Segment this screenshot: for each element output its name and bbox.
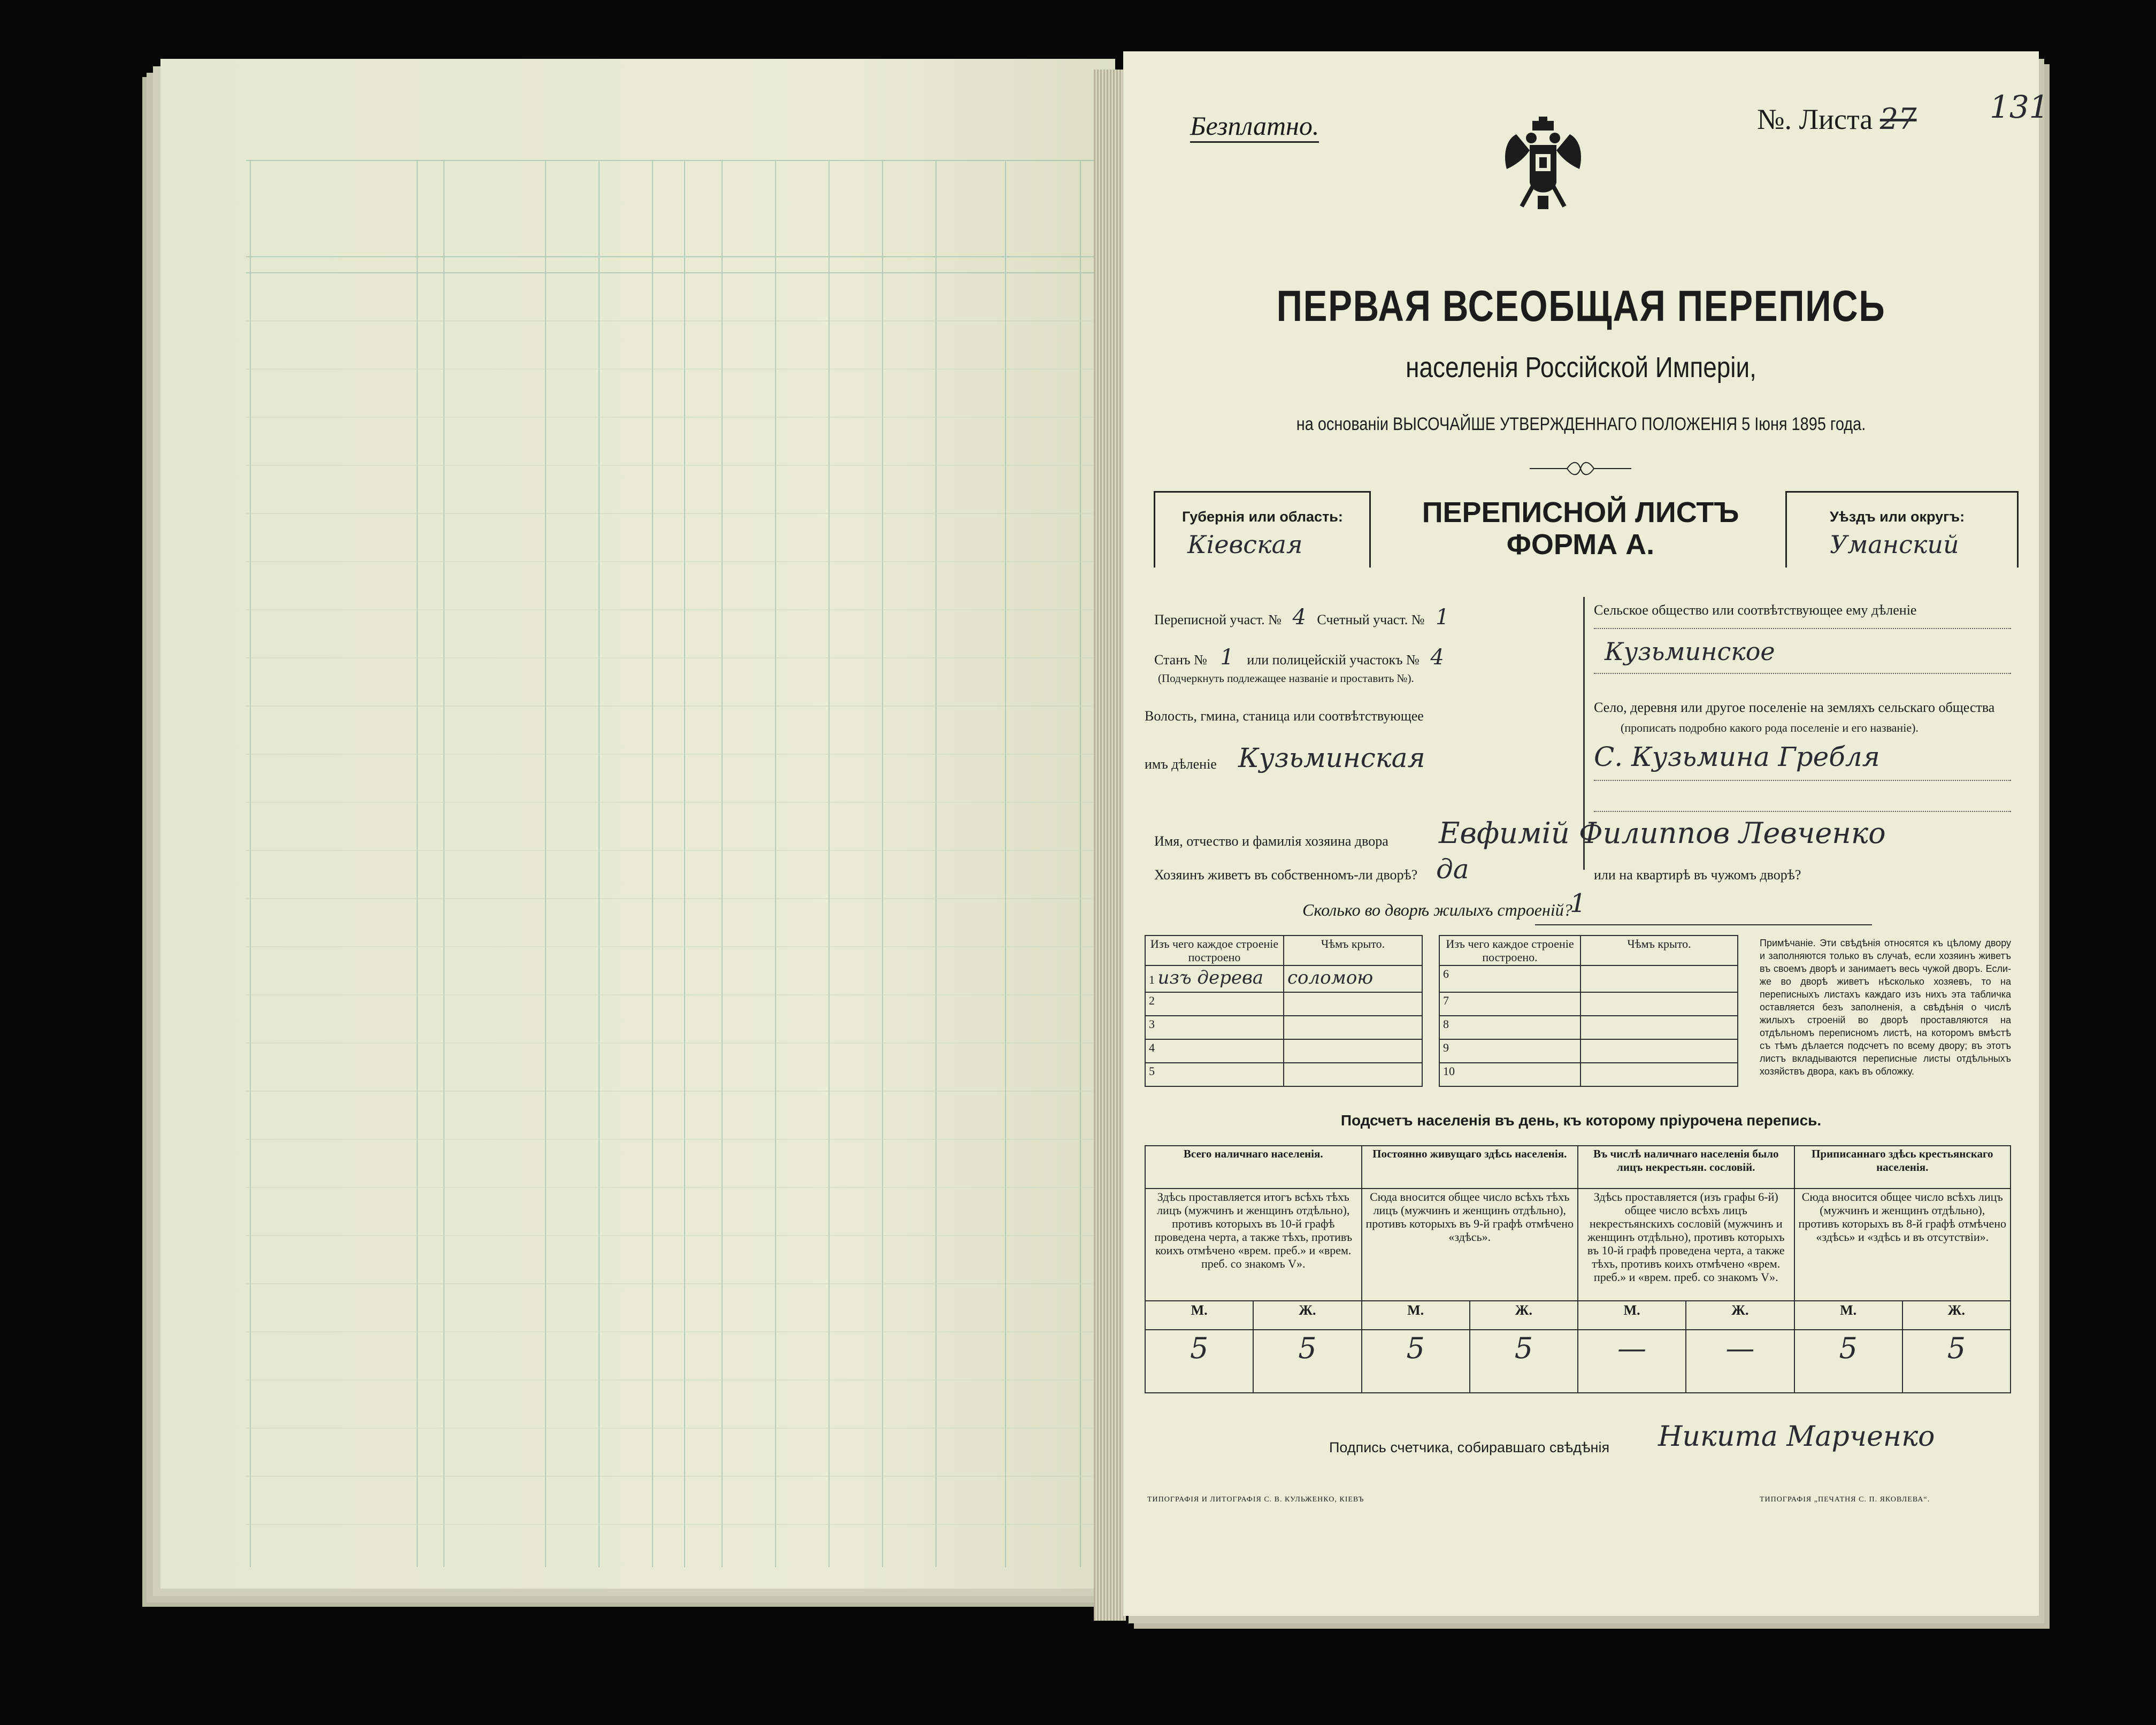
corner-page-number: 131	[1990, 89, 2049, 125]
page-stack-edges	[1094, 70, 1126, 1621]
sex-label: М.	[1794, 1301, 1902, 1330]
census-subtitle: населенія Россійской Имперіи,	[1406, 351, 1756, 384]
ornament-divider	[1530, 461, 1631, 477]
pop-desc-non-peasant: Здѣсь проставляется (изъ графы 6-й) общее число всѣхъ лицъ некрестьянскихъ сословій (мужчинъ и женщинъ отдѣльно), противъ которыхъ въ 10-й графѣ проведена черта, а также тѣхъ, противъ коихъ отмѣчено «врем. преб.» и «врем. преб. со знакомъ V».	[1578, 1189, 1794, 1301]
pop-value: 5	[1253, 1330, 1361, 1393]
sheet-number-label: №. Листа 27	[1757, 102, 1917, 136]
pop-header-peasant: Приписаннаго здѣсь крестьянскаго населенія.	[1794, 1146, 2011, 1189]
sex-label: М.	[1145, 1301, 1253, 1330]
building-row-number: 6	[1439, 965, 1580, 992]
row1-roof-value: соломою	[1287, 967, 1374, 988]
buildings-table-left: Изъ чего каждое строеніе построено Чѣмъ крыто. 1 изъ дерева соломою 2 3 4 5	[1145, 935, 1423, 1087]
pop-header-total: Всего наличнаго населенія.	[1145, 1146, 1362, 1189]
pop-value: 5	[1145, 1330, 1253, 1393]
pop-value: —	[1686, 1330, 1794, 1393]
buildings-table-right	[1439, 935, 1738, 1087]
selskoe-rule-2	[1594, 673, 2011, 674]
selo-note: (прописать подробно какого рода поселеніе и его названіе).	[1621, 721, 1919, 734]
sex-label: Ж.	[1470, 1301, 1578, 1330]
buildings-rule	[1535, 924, 1872, 925]
sex-label: М.	[1578, 1301, 1686, 1330]
selo-rule	[1594, 780, 2011, 781]
sheet-number-struck: 27	[1879, 102, 1917, 136]
signature-label: Подпись счетчика, собиравшаго свѣдѣнія	[1329, 1439, 1610, 1455]
printer-left: ТИПОГРАФІЯ И ЛИТОГРАФІЯ С. В. КУЛЬЖЕНКО, КІЕВЪ	[1147, 1496, 1364, 1504]
form-title-line2: ФОРМА А.	[1506, 528, 1655, 561]
building-row-number: 7	[1439, 992, 1580, 1016]
uchastok-row: Переписной участ. № 4 Счетный участ. № 1	[1154, 605, 1457, 630]
selskoe-label: Сельское общество или соотвѣтствующее ему дѣленіе	[1594, 602, 1917, 618]
buildings-value: 1	[1570, 888, 1586, 918]
selo-rule-2	[1594, 811, 2011, 812]
stan-value: 1	[1220, 645, 1234, 670]
selskoe-value: Кузьминское	[1605, 637, 1775, 666]
uezd-box	[1785, 491, 2019, 568]
uchastok-value: 4	[1292, 605, 1306, 630]
pop-header-non-peasant: Въ числѣ наличнаго населенія было лицъ некрестьян. сословій.	[1578, 1146, 1794, 1189]
stan-row: Станъ № 1 или полицейскій участокъ № 4	[1154, 645, 1452, 670]
selskoe-rule	[1594, 628, 2011, 629]
side-note: Примѣчаніе. Эти свѣдѣнія относятся къ цѣлому двору и заполняются только въ случаѣ, если хозяинъ живетъ въ своемъ дворѣ и занимаетъ весь чужой дворъ. Если-же во дворѣ живетъ нѣсколько хозяевъ, то на переписныхъ листахъ каждаго изъ нихъ эта табличка оставляется безъ заполненія, а свѣдѣнія о числѣ жилыхъ строеній во дворѣ проставляются на отдѣльномъ переписномъ листѣ, на которомъ вмѣстѣ съ тѣмъ дѣлается подсчетъ по всему двору; въ этотъ листъ вкладываются переписные листы отдѣльныхъ хозяйствъ двора, какъ въ обложку.	[1760, 938, 2011, 1077]
schetny-value: 1	[1436, 605, 1449, 630]
free-label: Безплатно.	[1190, 110, 1319, 143]
volost-label-2: имъ дѣленіе	[1145, 756, 1217, 772]
buildings-col-roof: Чѣмъ крыто.	[1284, 936, 1422, 965]
signature-value: Никита Марченко	[1658, 1421, 1935, 1453]
owner-value: Евфимій Филиппов Левченко	[1439, 816, 1886, 850]
building-row-number: 4	[1145, 1039, 1284, 1063]
building-row-number: 5	[1145, 1063, 1284, 1086]
left-page-ruled-grid	[246, 144, 1112, 1567]
buildings-label: Сколько во дворѣ жилыхъ строеній?	[1302, 900, 1572, 919]
row1-material-value: изъ дерева	[1157, 967, 1264, 988]
pop-desc-total: Здѣсь проставляется итогъ всѣхъ тѣхъ лицъ (мужчинъ и женщинъ отдѣльно), противъ которыхъ въ 10-й графѣ проведена черта, а также тѣхъ, противъ коихъ отмѣчено «врем. преб.» и «врем. преб. со знакомъ V».	[1145, 1189, 1362, 1301]
selo-value: С. Кузьмина Гребля	[1594, 741, 1880, 772]
pop-value: 5	[1470, 1330, 1578, 1393]
building-row-number: 9	[1439, 1039, 1580, 1063]
form-title	[1380, 496, 1781, 561]
pop-desc-permanent: Сюда вносится общее число всѣхъ тѣхъ лицъ (мужчинъ и женщинъ отдѣльно), противъ которыхъ въ 9-й графѣ отмѣчено «здѣсь».	[1362, 1189, 1578, 1301]
census-basis-line: на основаніи ВЫСОЧАЙШЕ УТВЕРЖДЕННАГО ПОЛОЖЕНІЯ 5 Іюня 1895 года.	[1296, 414, 1866, 434]
sex-label: Ж.	[1686, 1301, 1794, 1330]
selo-label: Село, деревня или другое поселеніе на земляхъ сельскаго общества	[1594, 700, 1995, 715]
buildings-col-material: Изъ чего каждое строеніе построено	[1145, 936, 1284, 965]
building-row-number: 3	[1145, 1016, 1284, 1039]
pop-value: 5	[1794, 1330, 1902, 1393]
form-title-line1: ПЕРЕПИСНОЙ ЛИСТЪ	[1422, 496, 1739, 528]
rent-label: или на квартирѣ въ чужомъ дворѣ?	[1594, 867, 1801, 883]
building-row-number: 2	[1145, 992, 1284, 1016]
underline-note: (Подчеркнуть подлежащее названіе и проставить №).	[1158, 672, 1414, 685]
own-yard-label: Хозяинъ живетъ въ собственномъ-ли дворѣ?	[1154, 867, 1418, 883]
sex-label: Ж.	[1902, 1301, 2011, 1330]
uezd-value: Уманский	[1830, 530, 1959, 559]
pop-header-permanent: Постоянно живущаго здѣсь населенія.	[1362, 1146, 1578, 1189]
own-yard-value: да	[1436, 854, 1469, 885]
printer-right: ТИПОГРАФІЯ „ПЕЧАТНЯ С. П. ЯКОВЛЕВА“.	[1760, 1496, 1930, 1504]
gubernia-value: Кіевская	[1187, 530, 1303, 559]
left-page	[160, 59, 1115, 1589]
gubernia-box	[1154, 491, 1371, 568]
gubernia-label: Губернія или область:	[1182, 509, 1343, 525]
population-table	[1145, 1145, 2011, 1393]
volost-label-1: Волость, гмина, станица или соотвѣтствующее	[1145, 708, 1424, 724]
census-main-title: ПЕРВАЯ ВСЕОБЩАЯ ПЕРЕПИСЬ	[1276, 282, 1886, 331]
sex-label: М.	[1362, 1301, 1470, 1330]
police-value: 4	[1430, 645, 1444, 670]
pop-desc-peasant: Сюда вносится общее число всѣхъ лицъ (мужчинъ и женщинъ отдѣльно), противъ которыхъ въ 8-й графѣ отмѣчено «здѣсь» и «здѣсь и въ отсутствіи».	[1794, 1189, 2011, 1301]
volost-value: Кузьминская	[1238, 742, 1425, 773]
population-title: Подсчетъ населенія въ день, къ которому пріурочена перепись.	[1340, 1112, 1822, 1129]
sex-label: Ж.	[1253, 1301, 1361, 1330]
buildings-col-material-2: Изъ чего каждое строеніе построено.	[1439, 936, 1580, 965]
imperial-eagle-emblem	[1500, 116, 1586, 212]
uezd-label: Уѣздъ или округъ:	[1830, 509, 1965, 525]
buildings-col-roof-2: Чѣмъ крыто.	[1580, 936, 1738, 965]
census-form-page	[1123, 51, 2049, 1616]
pop-value: —	[1578, 1330, 1686, 1393]
building-row-number: 10	[1439, 1063, 1580, 1086]
building-row-number: 8	[1439, 1016, 1580, 1039]
pop-value: 5	[1902, 1330, 2011, 1393]
pop-value: 5	[1362, 1330, 1470, 1393]
owner-label: Имя, отчество и фамилія хозяина двора	[1154, 833, 1388, 849]
